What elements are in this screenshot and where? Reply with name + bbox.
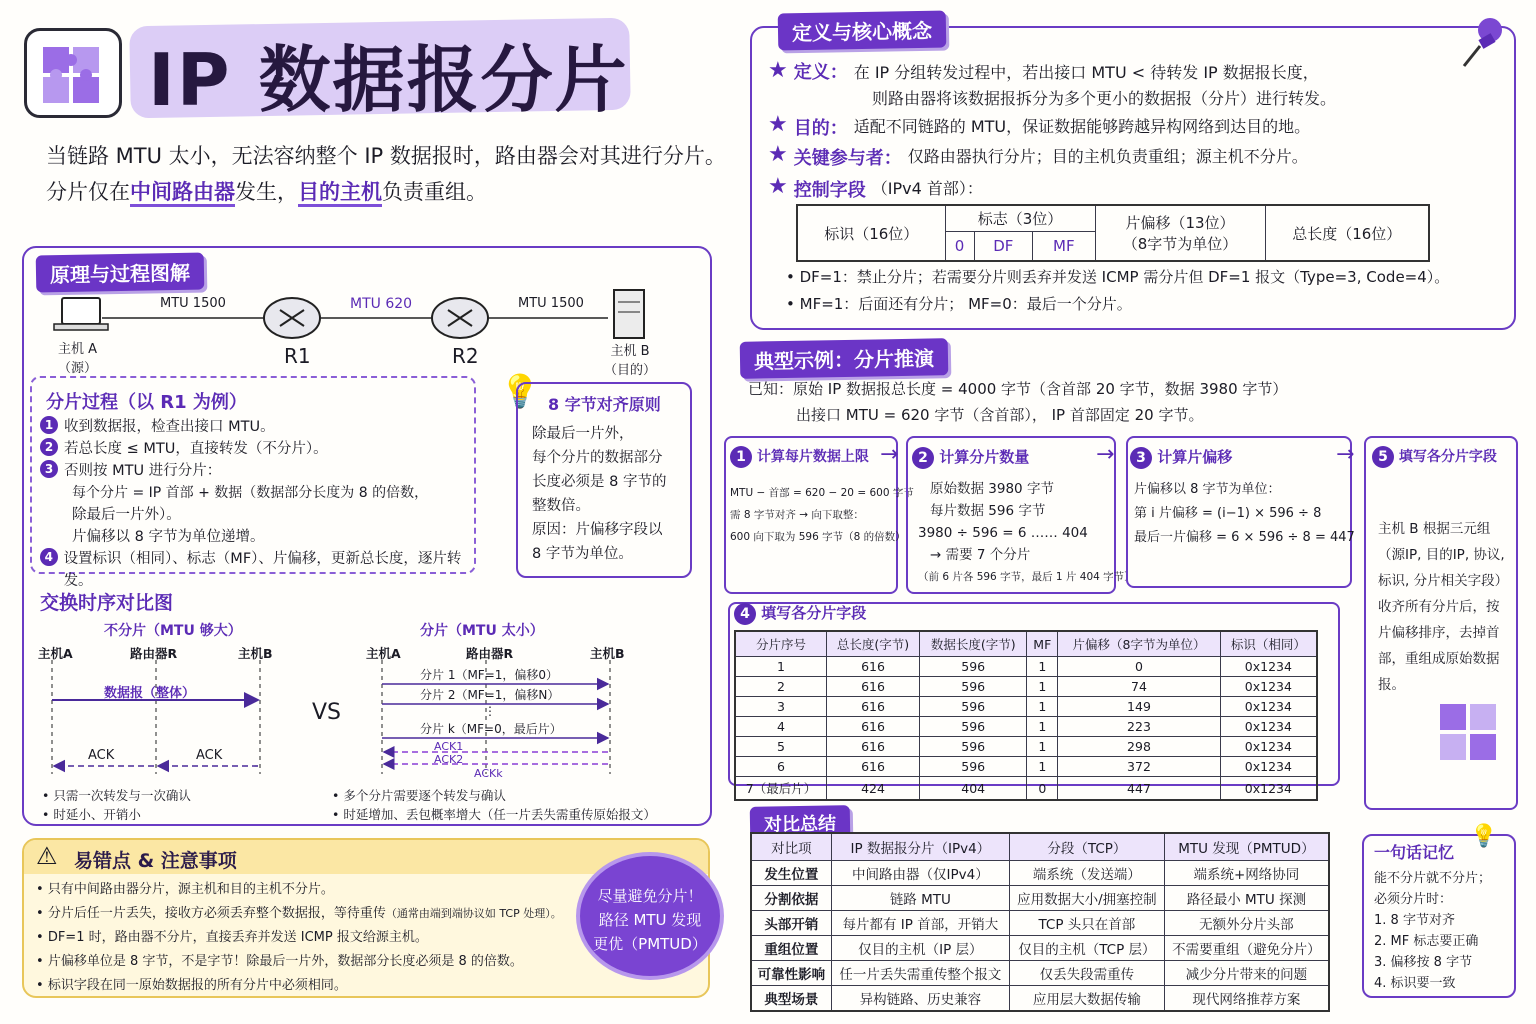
table-cell: 596 [920, 677, 1027, 697]
table-cell: 0x1234 [1220, 777, 1317, 801]
table-cell: 每片都有 IP 首部，开销大 [831, 911, 1009, 936]
table-cell: 3 [735, 697, 827, 717]
example-title: 典型示例：分片推演 [740, 338, 949, 379]
laptop-icon [54, 298, 108, 330]
table-cell: 596 [920, 717, 1027, 737]
table-row [735, 737, 1317, 757]
intro-line-1: 当链路 MTU 太小，无法容纳整个 IP 数据报时，路由器会对其进行分片。 [46, 144, 726, 168]
table-cell: 1 [735, 657, 827, 677]
table-cell: 596 [920, 737, 1027, 757]
table-header-cell: 数据长度(字节) [920, 631, 1027, 657]
table-cell: 1 [1027, 737, 1058, 757]
server-icon [614, 290, 644, 338]
table-cell: 616 [827, 717, 920, 737]
table-cell: 1 [1027, 657, 1058, 677]
table-cell: 616 [827, 737, 920, 757]
table-row [735, 677, 1317, 697]
principle-title: 原理与过程图解 [36, 253, 205, 293]
lightbulb-icon: 💡 [1470, 824, 1498, 849]
table-row [735, 697, 1317, 717]
table-header-cell: 对比项 [751, 833, 831, 861]
router-r2-icon [432, 298, 488, 338]
table-cell: 1 [1027, 677, 1058, 697]
table-cell: 端系统+网络协同 [1164, 861, 1329, 886]
table-cell: 0x1234 [1220, 737, 1317, 757]
table-cell: 223 [1058, 717, 1221, 737]
arrow-icon: → [1096, 442, 1115, 467]
table-header-cell: 标识（相同） [1220, 631, 1317, 657]
table-cell: 分割依据 [751, 886, 831, 911]
table-cell: 0 [1058, 657, 1221, 677]
page-title: IP 数据报分片 [148, 38, 629, 122]
fragment-table [734, 630, 1318, 801]
table-cell: 发生位置 [751, 861, 831, 886]
table-header-cell: 分片序号 [735, 631, 827, 657]
table-row [751, 886, 1329, 911]
pitfalls-list: • 只有中间路由器分片，源主机和目的主机不分片。 • 分片后任一片丢失，接收方必须丢弃整个数据报，等待重传（通常由端到端协议如 TCP 处理）。 • DF=1 时，路由器不分片，直接丢弃并发送 ICMP 报文给源主机。 • 片偏移单位是 8 字节，不是字节！除最后一片外，数据部分长度必须是 8 的倍数。 • 标识字段在同一原始数据报的所有分片中必须相同。 [36, 882, 562, 993]
table-cell: 异构链路、历史兼容 [831, 986, 1009, 1012]
df-note: • DF=1：禁止分片；若需要分片则丢弃并发送 ICMP 需分片但 DF=1 报文（Type=3, Code=4）。 [786, 268, 1450, 286]
table-cell: 404 [920, 777, 1027, 801]
table-header-cell: MF [1027, 631, 1058, 657]
table-header-cell: 片偏移（8字节为单位） [1058, 631, 1221, 657]
table-cell: 0 [1027, 777, 1058, 801]
table-cell: 0x1234 [1220, 657, 1317, 677]
star-icon: ★ [768, 58, 788, 83]
table-row [735, 657, 1317, 677]
intro-line-2: 分片仅在中间路由器发生，目的主机负责重组。 [46, 176, 487, 206]
pmtud-badge: 尽量避免分片！ 路径 MTU 发现 更优（PMTUD） [580, 856, 720, 976]
table-cell: 无额外分片头部 [1164, 911, 1329, 936]
table-cell: 减少分片带来的问题 [1164, 961, 1329, 986]
table-cell: 2 [735, 677, 827, 697]
party-row: ★ 关键参与者： 仅路由器执行分片；目的主机负责重组；源主机不分片。 [768, 142, 1308, 169]
table-cell: 5 [735, 737, 827, 757]
purpose-row: ★ 目的： 适配不同链路的 MTU，保证数据能够跨越异构网络到达目的地。 [768, 112, 1311, 139]
table-cell: 仅目的主机（TCP 层） [1009, 936, 1164, 961]
table-cell: 头部开销 [751, 911, 831, 936]
table-cell: 重组位置 [751, 936, 831, 961]
table-cell: 616 [827, 757, 920, 777]
table-header-cell: 分段（TCP） [1009, 833, 1164, 861]
table-row [735, 777, 1317, 801]
mf-note: • MF=1：后面还有分片； MF=0：最后一个分片。 [786, 295, 1132, 313]
table-header-cell: 总长度(字节) [827, 631, 920, 657]
table-cell: 372 [1058, 757, 1221, 777]
puzzle-logo-icon [24, 28, 122, 118]
table-cell: 0x1234 [1220, 717, 1317, 737]
def-row: ★ 定义： 在 IP 分组转发过程中，若出接口 MTU < 待转发 IP 数据报长度， 则路由器将该数据报拆分为多个更小的数据报（分片）进行转发。 [768, 58, 1337, 108]
process-steps: 1 收到数据报，检查出接口 MTU。 2 若总长度 ≤ MTU，直接转发（不分片）。 3 否则按 MTU 进行分片： 每个分片 = IP 首部 + 数据（数据部分长度为 8 的倍数， 除最后一片外）。 片偏移以 8 字节为单位递增。 4 设置标识（相同）、标志（MF）、片偏移，更新总长度，逐片转发。 [40, 416, 480, 592]
table-cell: 中间路由器（仅IPv4） [831, 861, 1009, 886]
definition-title: 定义与核心概念 [778, 11, 947, 51]
table-cell: 596 [920, 657, 1027, 677]
star-icon: ★ [768, 142, 788, 167]
table-header-cell: MTU 发现（PMTUD） [1164, 833, 1329, 861]
table-cell: 4 [735, 717, 827, 737]
table-cell: 616 [827, 657, 920, 677]
table-cell: 路径最小 MTU 探测 [1164, 886, 1329, 911]
table-row [735, 717, 1317, 737]
table-cell: 298 [1058, 737, 1221, 757]
table-row [751, 961, 1329, 986]
table-cell: 典型场景 [751, 986, 831, 1012]
table-cell: 424 [827, 777, 920, 801]
arrow-icon: → [1336, 442, 1355, 467]
table-cell: TCP 头只在首部 [1009, 911, 1164, 936]
lightbulb-icon: 💡 [500, 372, 540, 410]
table-header-cell: IP 数据报分片（IPv4） [831, 833, 1009, 861]
table-cell: 链路 MTU [831, 886, 1009, 911]
timing-diagram [30, 660, 680, 780]
table-cell: 1 [1027, 757, 1058, 777]
table-cell: 现代网络推荐方案 [1164, 986, 1329, 1012]
fields-row: ★ 控制字段 （IPv4 首部）： [768, 174, 983, 201]
table-cell: 仅目的主机（IP 层） [831, 936, 1009, 961]
table-cell: 0x1234 [1220, 677, 1317, 697]
table-cell: 616 [827, 677, 920, 697]
align-text: 除最后一片外， 每个分片的数据部分 长度必须是 8 字节的 整数倍。 原因：片偏移字段以 8 字节为单位。 [532, 426, 667, 562]
star-icon: ★ [768, 174, 788, 199]
table-cell: 端系统（发送端） [1009, 861, 1164, 886]
arrow-icon: → [880, 442, 899, 467]
table-row [735, 757, 1317, 777]
pushpin-icon [1456, 10, 1512, 74]
compare-table [750, 832, 1330, 1012]
table-cell: 0x1234 [1220, 697, 1317, 717]
table-cell: 149 [1058, 697, 1221, 717]
table-cell: 仅丢失段需重传 [1009, 961, 1164, 986]
star-icon: ★ [768, 112, 788, 137]
table-cell: 不需要重组（避免分片） [1164, 936, 1329, 961]
table-cell: 596 [920, 697, 1027, 717]
header-fields-table: 标识（16位） 标志（3位） 片偏移（13位） （8字节为单位） 总长度（16位） 0 DF MF [796, 204, 1430, 262]
table-cell: 1 [1027, 717, 1058, 737]
table-cell: 任一片丢失需重传整个报文 [831, 961, 1009, 986]
table-cell: 0x1234 [1220, 757, 1317, 777]
table-cell: 可靠性影响 [751, 961, 831, 986]
table-cell: 74 [1058, 677, 1221, 697]
compare-title: 对比总结 [750, 805, 851, 841]
table-cell: 616 [827, 697, 920, 717]
warning-icon: ⚠ [36, 842, 58, 870]
table-row [751, 936, 1329, 961]
table-cell: 应用数据大小/拥塞控制 [1009, 886, 1164, 911]
table-cell: 596 [920, 757, 1027, 777]
table-cell: 应用层大数据传输 [1009, 986, 1164, 1012]
table-cell: 7（最后片） [735, 777, 827, 801]
table-row [751, 986, 1329, 1012]
table-row [751, 861, 1329, 886]
puzzle-icon [1436, 700, 1500, 768]
table-cell: 447 [1058, 777, 1221, 801]
router-r1-icon [264, 298, 320, 338]
table-row [751, 911, 1329, 936]
table-cell: 6 [735, 757, 827, 777]
table-cell: 1 [1027, 697, 1058, 717]
